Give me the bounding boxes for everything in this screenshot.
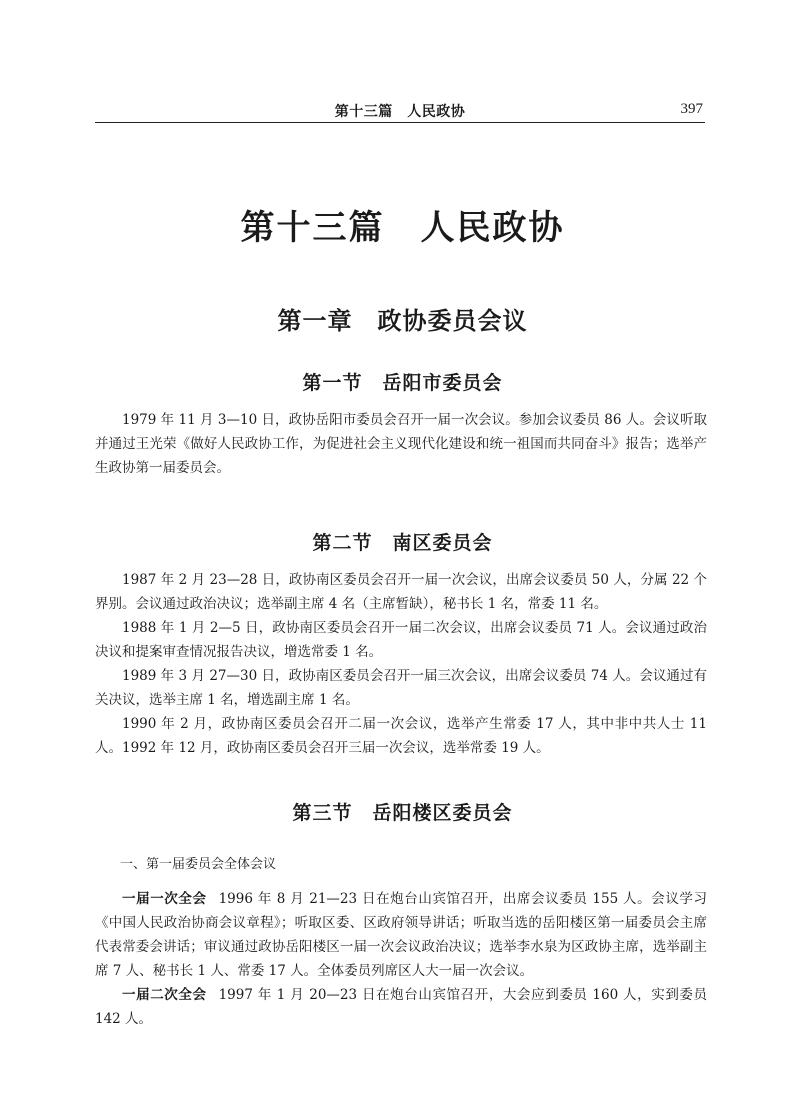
- paragraph: 1988 年 1 月 2—5 日，政协南区委员会召开一届二次会议，出席会议委员 71 人。会议通过政治决议和提案审查情况报告决议，增选常委 1 名。: [95, 620, 707, 660]
- section-title-2: 第二节 南区委员会: [312, 532, 493, 554]
- part-title: 第十三篇 人民政协: [240, 208, 565, 248]
- paragraph: 1990 年 2 月，政协南区委员会召开二届一次会议，选举产生常委 17 人，其中非中共人士 11 人。: [95, 716, 707, 756]
- paragraph: 1992 年 12 月，政协南区委员会召开三届一次会议，选举常委 19 人。: [122, 740, 550, 756]
- section-title-1: 第一节 岳阳市委员会: [302, 372, 503, 394]
- running-header: [95, 100, 705, 123]
- entry-lead: 一届一次全会: [122, 891, 207, 907]
- running-title: 第十三篇 人民政协: [334, 104, 466, 120]
- entry-text: 1996 年 8 月 21—23 日在炮台山宾馆召开，出席会议委员 155 人。会议学习《中国人民政治协商会议章程》；听取区委、区政府领导讲话；听取当选的岳阳楼区第一届委员会主席代表常委会讲话；审议通过政协岳阳楼区一届一次会议政治决议；选举李水泉为区政协主席，选举副主席 7 人、秘书长 1 人、常委 17 人。全体委员列席区人大一届一次会议。: [95, 891, 708, 979]
- paragraph: 1979 年 11 月 3—10 日，政协岳阳市委员会召开一届一次会议。参加会议委员 86 人。会议听取并通过王光荣《做好人民政协工作，为促进社会主义现代化建设和统一祖国而共同奋斗》报告；选举产生政协第一届委员会。: [95, 412, 707, 476]
- chapter-title: 第一章 政协委员会议: [277, 307, 528, 335]
- meeting-entry: [95, 887, 707, 983]
- page-number: 397: [680, 101, 703, 117]
- meeting-entry: [95, 983, 707, 1031]
- paragraph: 1989 年 3 月 27—30 日，政协南区委员会召开一届三次会议，出席会议委员 74 人。会议通过有关决议，选举主席 1 名，增选副主席 1 名。: [95, 668, 707, 708]
- entry-lead: 一届二次全会: [122, 987, 207, 1003]
- entry-text: 1997 年 1 月 20—23 日在炮台山宾馆召开，大会应到委员 160 人，实到委员 142 人。: [95, 987, 708, 1027]
- subsection-heading: 一、第一届委员会全体会议: [120, 857, 277, 872]
- paragraph: 1987 年 2 月 23—28 日，政协南区委员会召开一届一次会议，出席会议委员 50 人，分属 22 个界别。会议通过政治决议；选举副主席 4 名（主席暂缺），秘书长 1 名，常委 11 名。: [95, 572, 707, 612]
- section-title-3: 第三节 岳阳楼区委员会: [292, 802, 513, 824]
